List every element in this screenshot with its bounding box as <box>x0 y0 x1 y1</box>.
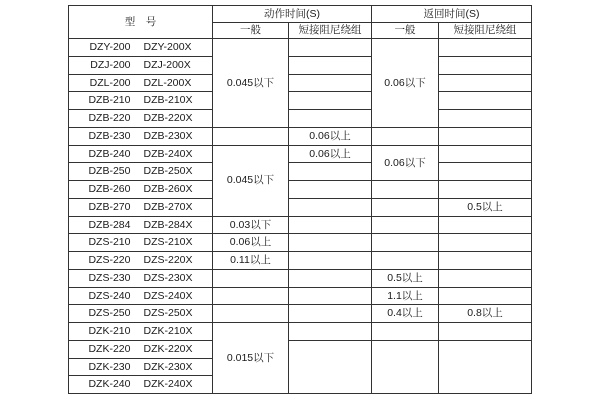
table-row <box>69 127 532 145</box>
table-row <box>69 305 532 323</box>
table-row <box>69 145 532 163</box>
empty-cell <box>289 252 372 270</box>
table-row <box>69 181 532 199</box>
model-cell <box>69 340 213 358</box>
model-cell <box>69 163 213 181</box>
model-cell <box>69 39 213 57</box>
empty-cell <box>439 340 532 393</box>
model-name-x: DZS-210X <box>143 236 193 249</box>
model-name: DZS-240 <box>88 289 131 302</box>
header-action-general: 一般 <box>213 23 289 39</box>
model-name-x: DZK-240X <box>143 378 193 391</box>
model-name: DZS-230 <box>88 271 131 284</box>
model-cell <box>69 305 213 323</box>
empty-cell <box>213 269 289 287</box>
model-cell <box>69 92 213 110</box>
return-general-value: 0.06以下 <box>372 145 439 181</box>
return-general-value: 0.06以下 <box>372 39 439 128</box>
empty-cell <box>289 56 372 74</box>
model-name: DZK-230 <box>88 360 131 373</box>
empty-cell <box>213 305 289 323</box>
empty-cell <box>289 323 372 341</box>
empty-cell <box>289 340 372 393</box>
empty-cell <box>439 163 532 181</box>
header-action-damping: 短接阻尼绕组 <box>289 23 372 39</box>
empty-cell <box>289 305 372 323</box>
empty-cell <box>289 110 372 128</box>
empty-cell <box>439 56 532 74</box>
empty-cell <box>372 323 439 341</box>
table-row <box>69 163 532 181</box>
empty-cell <box>289 74 372 92</box>
model-name-x: DZB-250X <box>143 165 193 178</box>
table-row <box>69 323 532 341</box>
header-return-general: 一般 <box>372 23 439 39</box>
table-row <box>69 340 532 358</box>
empty-cell <box>439 110 532 128</box>
empty-cell <box>439 252 532 270</box>
table-row <box>69 198 532 216</box>
return-general-value: 1.1以上 <box>372 287 439 305</box>
header-return-damping: 短接阻尼绕组 <box>439 23 532 39</box>
model-name: DZB-270 <box>88 200 131 213</box>
empty-cell <box>289 216 372 234</box>
empty-cell <box>439 234 532 252</box>
table-row <box>69 287 532 305</box>
model-name-x: DZK-220X <box>143 342 193 355</box>
action-general-value: 0.11以上 <box>213 252 289 270</box>
empty-cell <box>372 181 439 199</box>
model-name-x: DZS-240X <box>143 289 193 302</box>
model-cell <box>69 56 213 74</box>
empty-cell <box>372 216 439 234</box>
model-name-x: DZB-230X <box>143 129 193 142</box>
model-cell <box>69 198 213 216</box>
model-name: DZB-220 <box>88 112 131 125</box>
model-cell <box>69 145 213 163</box>
action-general-value: 0.045以下 <box>213 145 289 216</box>
action-general-value: 0.015以下 <box>213 323 289 394</box>
header-model: 型 号 <box>69 6 213 39</box>
model-name-x: DZB-210X <box>143 94 193 107</box>
empty-cell <box>372 234 439 252</box>
model-name-x: DZK-230X <box>143 360 193 373</box>
model-name: DZB-260 <box>88 183 131 196</box>
model-name-x: DZK-210X <box>143 325 193 338</box>
model-cell <box>69 110 213 128</box>
action-damping-value: 0.06以上 <box>289 127 372 145</box>
action-damping-value: 0.06以上 <box>289 145 372 163</box>
model-name: DZB-210 <box>88 94 131 107</box>
model-name-x: DZB-240X <box>143 147 193 160</box>
empty-cell <box>213 287 289 305</box>
empty-cell <box>289 198 372 216</box>
model-name: DZJ-200 <box>90 58 131 71</box>
return-general-value: 0.4以上 <box>372 305 439 323</box>
model-name: DZK-210 <box>88 325 131 338</box>
model-cell <box>69 287 213 305</box>
spec-table <box>68 5 532 394</box>
action-general-value: 0.06以上 <box>213 234 289 252</box>
header-return-time: 返回时间(S) <box>372 6 532 23</box>
empty-cell <box>439 181 532 199</box>
model-name-x: DZY-200X <box>143 41 192 54</box>
empty-cell <box>213 127 289 145</box>
model-cell <box>69 127 213 145</box>
table-row <box>69 39 532 57</box>
model-name: DZL-200 <box>89 76 131 89</box>
model-name-x: DZB-220X <box>143 112 193 125</box>
empty-cell <box>289 269 372 287</box>
table-row <box>69 216 532 234</box>
model-name-x: DZB-260X <box>143 183 193 196</box>
header-row-1 <box>69 6 532 23</box>
model-name-x: DZS-230X <box>143 271 193 284</box>
empty-cell <box>289 181 372 199</box>
table-row <box>69 56 532 74</box>
model-cell <box>69 216 213 234</box>
model-name: DZK-220 <box>88 342 131 355</box>
table-row <box>69 74 532 92</box>
model-name-x: DZS-250X <box>143 307 193 320</box>
empty-cell <box>289 287 372 305</box>
table-row <box>69 269 532 287</box>
return-general-value: 0.5以上 <box>372 269 439 287</box>
model-cell <box>69 234 213 252</box>
empty-cell <box>439 127 532 145</box>
model-name: DZS-220 <box>88 254 131 267</box>
empty-cell <box>289 92 372 110</box>
table-row <box>69 234 532 252</box>
return-damping-value: 0.8以上 <box>439 305 532 323</box>
empty-cell <box>439 39 532 57</box>
empty-cell <box>439 74 532 92</box>
model-name: DZB-230 <box>88 129 131 142</box>
model-cell <box>69 358 213 376</box>
model-cell <box>69 323 213 341</box>
empty-cell <box>439 145 532 163</box>
empty-cell <box>439 216 532 234</box>
model-name: DZK-240 <box>88 378 131 391</box>
empty-cell <box>289 234 372 252</box>
model-name-x: DZB-284X <box>143 218 193 231</box>
table-row <box>69 110 532 128</box>
empty-cell <box>289 163 372 181</box>
empty-cell <box>372 127 439 145</box>
model-name-x: DZL-200X <box>143 76 192 89</box>
table-row <box>69 252 532 270</box>
empty-cell <box>289 39 372 57</box>
empty-cell <box>372 198 439 216</box>
return-damping-value: 0.5以上 <box>439 198 532 216</box>
empty-cell <box>439 323 532 341</box>
action-general-value: 0.045以下 <box>213 39 289 128</box>
empty-cell <box>439 287 532 305</box>
model-name: DZY-200 <box>89 41 131 54</box>
model-name: DZS-210 <box>88 236 131 249</box>
model-name: DZB-250 <box>88 165 131 178</box>
model-cell <box>69 269 213 287</box>
model-name: DZB-240 <box>88 147 131 160</box>
empty-cell <box>439 269 532 287</box>
action-general-value: 0.03以下 <box>213 216 289 234</box>
header-action-time: 动作时间(S) <box>213 6 372 23</box>
model-cell <box>69 181 213 199</box>
model-name: DZS-250 <box>88 307 131 320</box>
model-cell <box>69 376 213 394</box>
model-name-x: DZS-220X <box>143 254 193 267</box>
empty-cell <box>372 252 439 270</box>
model-cell <box>69 74 213 92</box>
model-name: DZB-284 <box>88 218 131 231</box>
model-name-x: DZJ-200X <box>143 58 191 71</box>
empty-cell <box>439 92 532 110</box>
table-row <box>69 92 532 110</box>
model-cell <box>69 252 213 270</box>
empty-cell <box>372 340 439 393</box>
model-name-x: DZB-270X <box>143 200 193 213</box>
